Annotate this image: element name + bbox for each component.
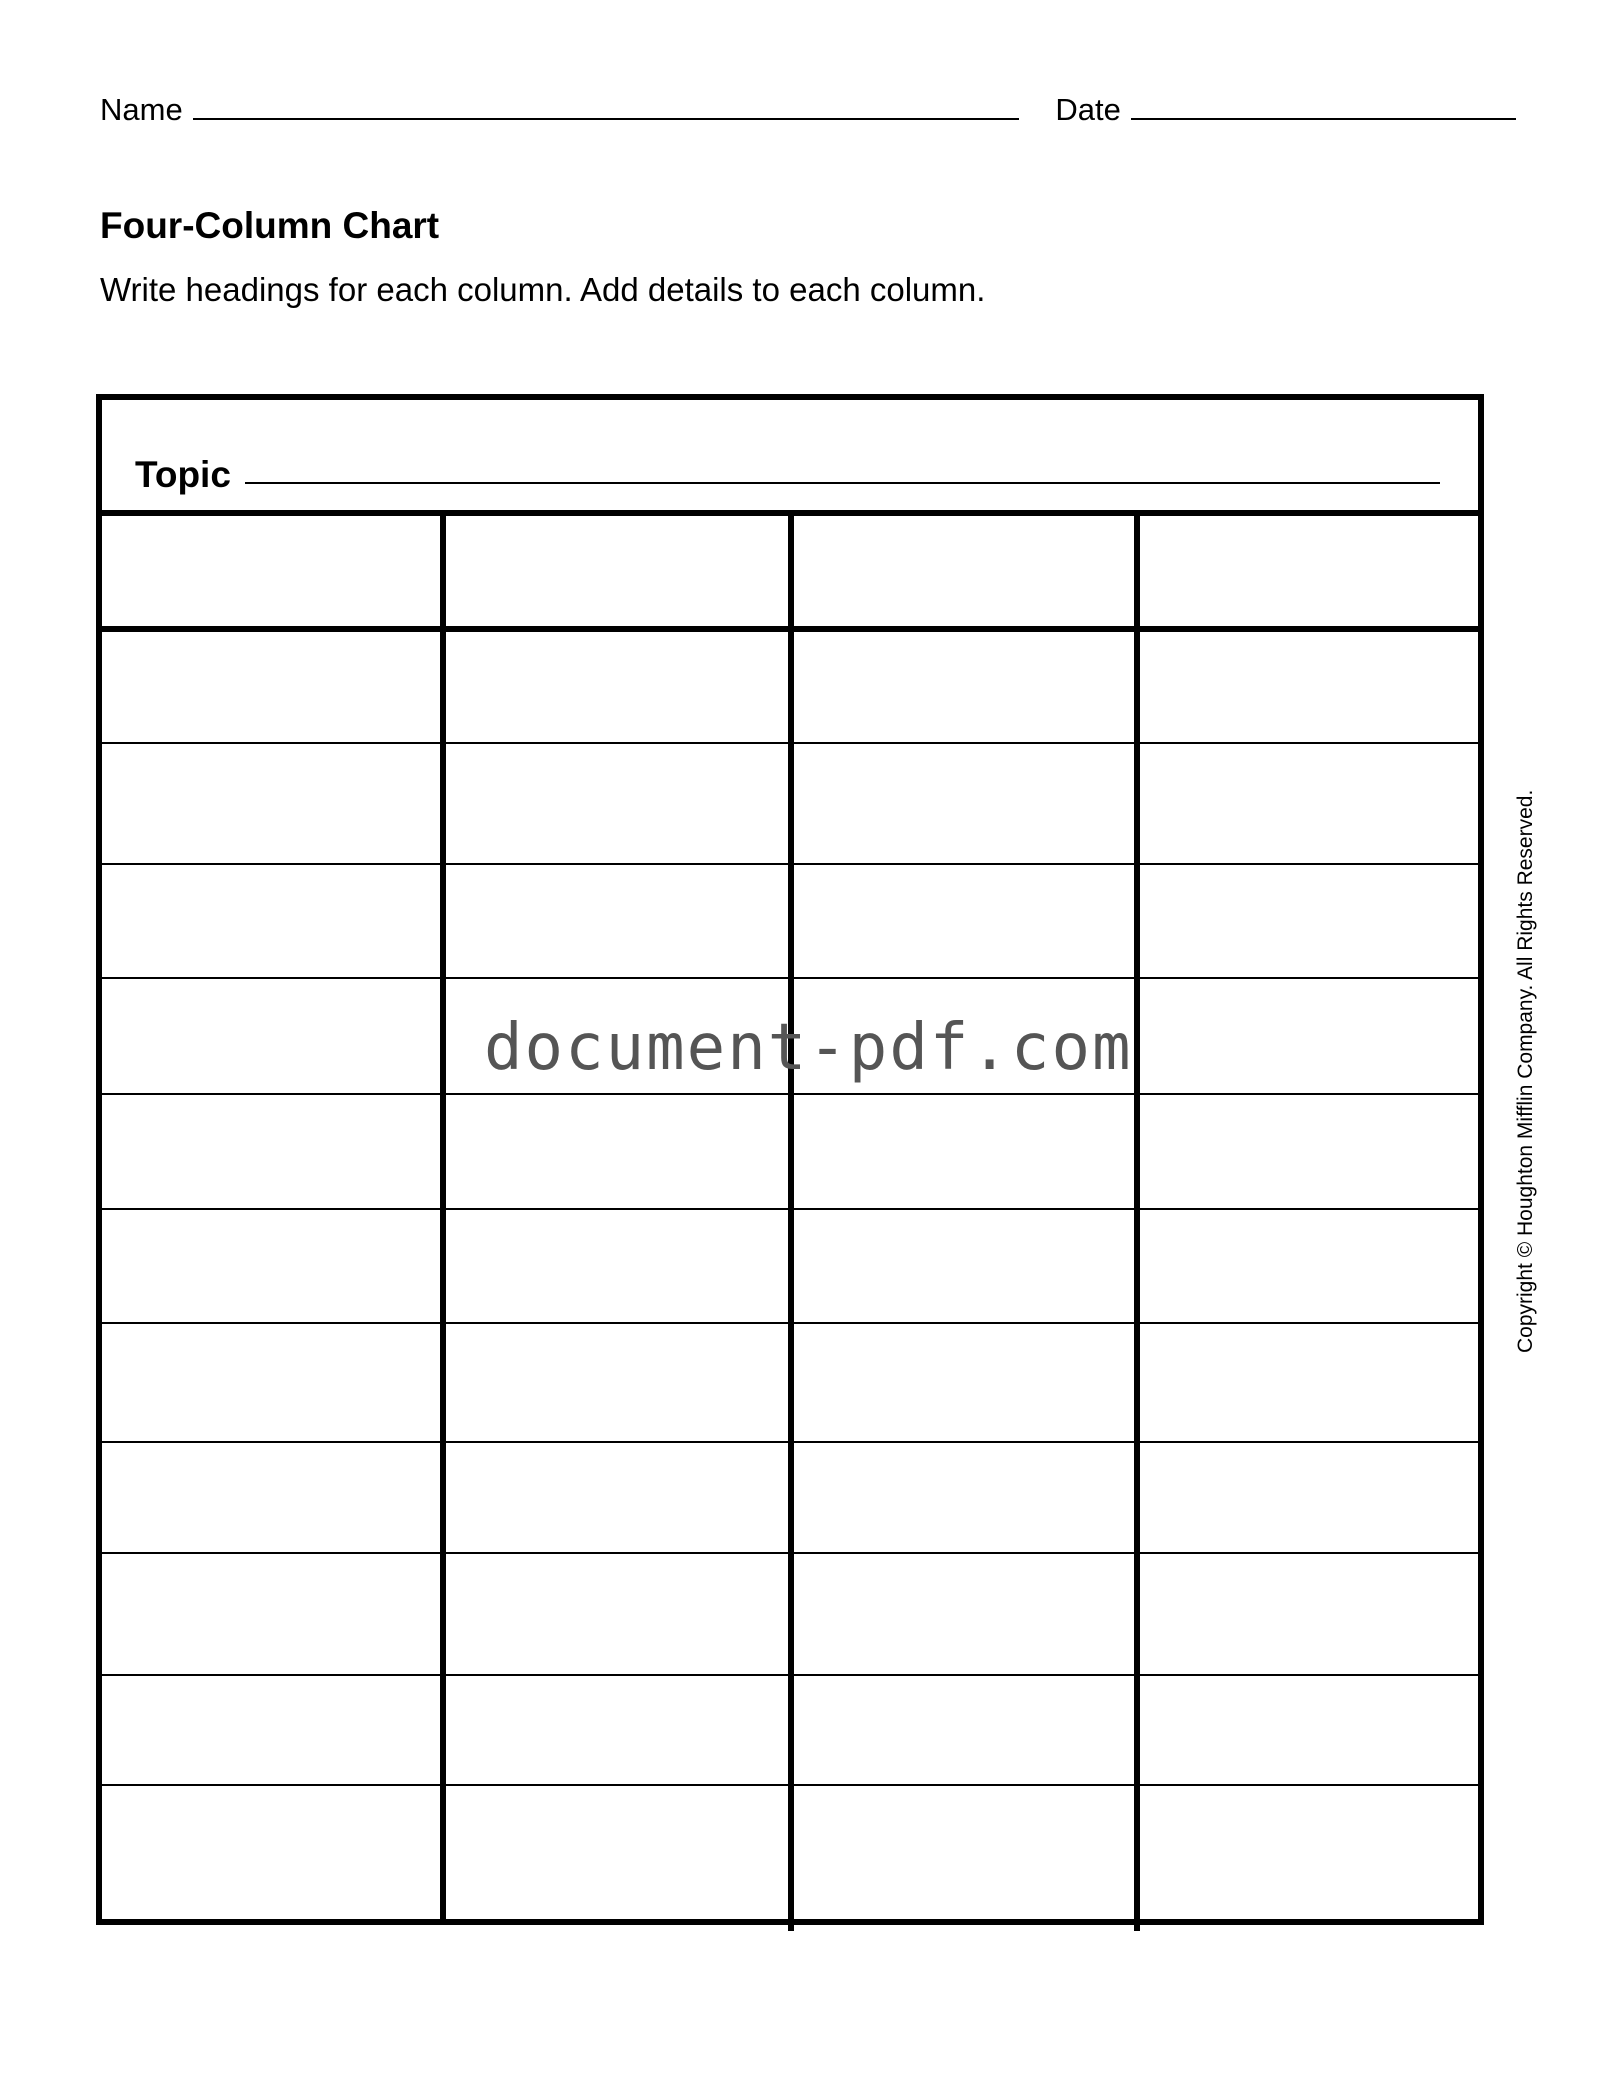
- column-divider: [788, 516, 794, 1931]
- column-heading-2[interactable]: [446, 516, 788, 626]
- column-heading-4[interactable]: [1140, 516, 1478, 626]
- topic-row: [102, 400, 1478, 516]
- column-heading-1[interactable]: [102, 516, 440, 626]
- column-divider: [440, 516, 446, 1925]
- column-heading-3[interactable]: [794, 516, 1134, 626]
- page-title: Four-Column Chart: [100, 205, 440, 246]
- copyright-notice: Copyright © Houghton Mifflin Company. All Rights Reserved.: [1514, 789, 1537, 1353]
- date-label: Date: [1055, 92, 1121, 127]
- watermark: document-pdf.com: [484, 1011, 1133, 1085]
- name-field[interactable]: [193, 90, 1019, 120]
- name-date-line: [100, 90, 1520, 130]
- column-divider: [1134, 516, 1140, 1931]
- four-column-chart: [96, 394, 1484, 1925]
- topic-field[interactable]: [245, 482, 1440, 484]
- instructions: Write headings for each column. Add details to each column.: [100, 271, 986, 308]
- name-label: Name: [100, 92, 183, 127]
- date-field[interactable]: [1131, 90, 1516, 120]
- topic-label: Topic: [135, 454, 231, 495]
